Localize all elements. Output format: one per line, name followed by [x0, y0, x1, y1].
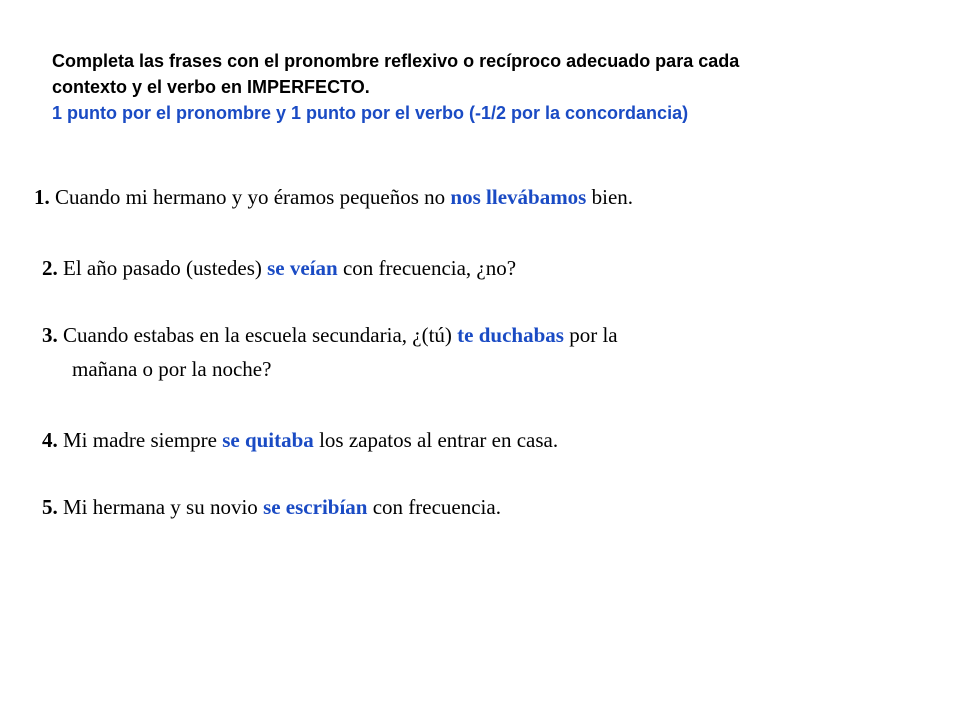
sentence-number: 1. [34, 185, 50, 209]
sentence-text-before: Mi madre siempre [57, 428, 223, 452]
sentence-4 [42, 425, 558, 455]
sentence-text-after: por la [563, 323, 618, 347]
instructions-block [52, 48, 912, 126]
answer-text: te duchabas [457, 323, 564, 347]
answer-text: nos llevábamos [450, 185, 587, 209]
sentence-1 [34, 182, 633, 212]
instructions-line-1: Completa las frases con el pronombre reflexivo o recíproco adecuado para cada [52, 51, 740, 71]
answer-text: se escribían [263, 495, 368, 519]
answer-text: se quitaba [222, 428, 314, 452]
sentence-number: 2. [42, 256, 58, 280]
sentence-number: 3. [42, 323, 58, 347]
instructions-line-2: contexto y el verbo en IMPERFECTO. [52, 77, 370, 97]
scoring-note: 1 punto por el pronombre y 1 punto por el verbo (-1/2 por la concordancia) [52, 103, 689, 123]
answer-text: se veían [267, 256, 338, 280]
sentence-2 [42, 253, 516, 283]
sentence-text-after: los zapatos al entrar en casa. [313, 428, 559, 452]
sentence-text-before: El año pasado (ustedes) [57, 256, 268, 280]
sentence-number: 4. [42, 428, 58, 452]
sentence-text-before: Cuando mi hermano y yo éramos pequeños no [49, 185, 451, 209]
sentence-3-continuation: mañana o por la noche? [72, 357, 272, 381]
sentence-text-after: con frecuencia. [367, 495, 501, 519]
sentence-text-before: Mi hermana y su novio [57, 495, 264, 519]
sentence-number: 5. [42, 495, 58, 519]
sentence-text-before: Cuando estabas en la escuela secundaria, ¿(tú) [57, 323, 458, 347]
sentence-text-after: bien. [586, 185, 634, 209]
sentence-5 [42, 492, 501, 522]
sentence-text-after: con frecuencia, ¿no? [337, 256, 517, 280]
sentence-3 [42, 320, 618, 350]
